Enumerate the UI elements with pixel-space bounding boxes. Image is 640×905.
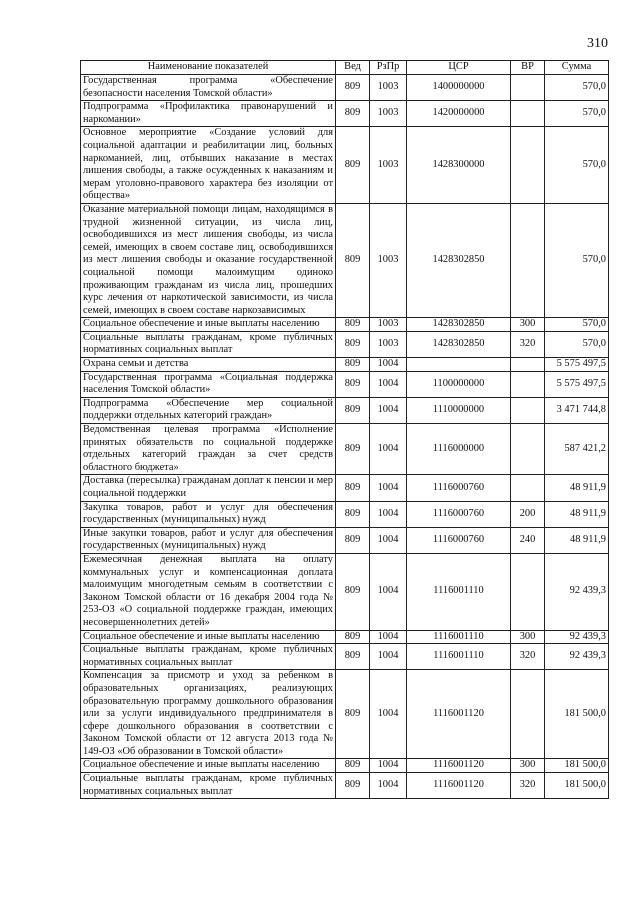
cell-vr bbox=[511, 475, 545, 501]
cell-name: Подпрограмма «Обеспечение мер социальной поддержки отдельных категорий граждан» bbox=[81, 397, 336, 423]
cell-rzpr: 1003 bbox=[370, 75, 407, 101]
cell-ved: 809 bbox=[336, 644, 370, 670]
cell-sum: 570,0 bbox=[545, 101, 609, 127]
cell-sum: 48 911,9 bbox=[545, 501, 609, 527]
cell-ved: 809 bbox=[336, 424, 370, 475]
cell-ved: 809 bbox=[336, 75, 370, 101]
cell-vr: 240 bbox=[511, 527, 545, 553]
cell-rzpr: 1004 bbox=[370, 501, 407, 527]
cell-rzpr: 1004 bbox=[370, 358, 407, 372]
header-sum: Сумма bbox=[545, 61, 609, 75]
cell-csr: 1116001110 bbox=[407, 644, 511, 670]
cell-name: Охрана семьи и детства bbox=[81, 358, 336, 372]
cell-ved: 809 bbox=[336, 331, 370, 357]
cell-name: Подпрограмма «Профилактика правонарушений и наркомании» bbox=[81, 101, 336, 127]
header-rzpr: РзПр bbox=[370, 61, 407, 75]
cell-sum: 570,0 bbox=[545, 75, 609, 101]
page-number: 310 bbox=[587, 36, 608, 51]
cell-csr: 1116000000 bbox=[407, 424, 511, 475]
table-row bbox=[81, 101, 609, 127]
cell-csr: 1116000760 bbox=[407, 475, 511, 501]
cell-csr: 1110000000 bbox=[407, 397, 511, 423]
cell-vr bbox=[511, 397, 545, 423]
table-row bbox=[81, 527, 609, 553]
cell-sum: 5 575 497,5 bbox=[545, 358, 609, 372]
cell-name: Социальные выплаты гражданам, кроме публичных нормативных социальных выплат bbox=[81, 331, 336, 357]
table-row bbox=[81, 670, 609, 759]
cell-rzpr: 1004 bbox=[370, 371, 407, 397]
cell-vr bbox=[511, 553, 545, 630]
cell-vr: 320 bbox=[511, 773, 545, 799]
cell-sum: 570,0 bbox=[545, 318, 609, 332]
cell-vr: 300 bbox=[511, 630, 545, 644]
table-row bbox=[81, 318, 609, 332]
cell-ved: 809 bbox=[336, 203, 370, 317]
table-row bbox=[81, 203, 609, 317]
cell-name: Социальное обеспечение и иные выплаты населению bbox=[81, 630, 336, 644]
cell-vr bbox=[511, 424, 545, 475]
table-row bbox=[81, 553, 609, 630]
table-row bbox=[81, 424, 609, 475]
cell-vr: 320 bbox=[511, 644, 545, 670]
cell-name: Доставка (пересылка) гражданам доплат к пенсии и мер социальной поддержки bbox=[81, 475, 336, 501]
cell-rzpr: 1004 bbox=[370, 630, 407, 644]
table-row bbox=[81, 127, 609, 204]
cell-ved: 809 bbox=[336, 101, 370, 127]
cell-sum: 570,0 bbox=[545, 203, 609, 317]
table-row bbox=[81, 397, 609, 423]
cell-ved: 809 bbox=[336, 527, 370, 553]
cell-name: Социальные выплаты гражданам, кроме публичных нормативных социальных выплат bbox=[81, 773, 336, 799]
cell-sum: 181 500,0 bbox=[545, 670, 609, 759]
table-row bbox=[81, 475, 609, 501]
table-row bbox=[81, 371, 609, 397]
cell-csr bbox=[407, 358, 511, 372]
cell-name: Социальное обеспечение и иные выплаты населению bbox=[81, 318, 336, 332]
cell-name: Социальные выплаты гражданам, кроме публичных нормативных социальных выплат bbox=[81, 644, 336, 670]
cell-sum: 181 500,0 bbox=[545, 773, 609, 799]
cell-rzpr: 1004 bbox=[370, 475, 407, 501]
table-row bbox=[81, 75, 609, 101]
cell-csr: 1428300000 bbox=[407, 127, 511, 204]
cell-vr bbox=[511, 101, 545, 127]
cell-sum: 92 439,3 bbox=[545, 553, 609, 630]
cell-csr: 1116001110 bbox=[407, 630, 511, 644]
cell-vr: 300 bbox=[511, 759, 545, 773]
cell-rzpr: 1003 bbox=[370, 331, 407, 357]
cell-vr: 200 bbox=[511, 501, 545, 527]
cell-rzpr: 1004 bbox=[370, 553, 407, 630]
cell-ved: 809 bbox=[336, 127, 370, 204]
cell-name: Основное мероприятие «Создание условий для социальной адаптации и реабилитации лиц, больных наркоманией, лиц, отбывших наказание в местах лишения свободы, а также осужденных к наказаниям и мерам уголовно-правового характера без изоляции от общества» bbox=[81, 127, 336, 204]
cell-csr: 1116000760 bbox=[407, 501, 511, 527]
cell-rzpr: 1004 bbox=[370, 644, 407, 670]
cell-name: Оказание материальной помощи лицам, находящимся в трудной жизненной ситуации, из числа лиц, освободившихся из мест лишения свободы, из числа семей, имеющих в своем составе лиц, освободившихся из мест лишения свободы и оказание государственной социальной помощи малоимущим одиноко проживающим гражданам из числа лиц, прошедших курс лечения от наркотической зависимости, из числа семей, имеющих в своем составе наркозависимых bbox=[81, 203, 336, 317]
cell-rzpr: 1004 bbox=[370, 397, 407, 423]
cell-name: Ежемесячная денежная выплата на оплату коммунальных услуг и компенсационная доплата малоимущим многодетным семьям в соответствии с Законом Томской области от 16 декабря 2004 года № 253-ОЗ «О социальной поддержке граждан, имеющих несовершеннолетних детей» bbox=[81, 553, 336, 630]
cell-vr bbox=[511, 670, 545, 759]
table-row bbox=[81, 331, 609, 357]
cell-rzpr: 1004 bbox=[370, 670, 407, 759]
cell-sum: 48 911,9 bbox=[545, 475, 609, 501]
cell-name: Ведомственная целевая программа «Исполнение принятых обязательств по социальной поддержке отдельных категорий граждан за счет средств областного бюджета» bbox=[81, 424, 336, 475]
cell-ved: 809 bbox=[336, 501, 370, 527]
cell-vr bbox=[511, 75, 545, 101]
cell-ved: 809 bbox=[336, 759, 370, 773]
cell-ved: 809 bbox=[336, 397, 370, 423]
cell-sum: 92 439,3 bbox=[545, 644, 609, 670]
cell-rzpr: 1003 bbox=[370, 318, 407, 332]
cell-sum: 570,0 bbox=[545, 331, 609, 357]
cell-name: Закупка товаров, работ и услуг для обеспечения государственных (муниципальных) нужд bbox=[81, 501, 336, 527]
table-row bbox=[81, 501, 609, 527]
cell-rzpr: 1003 bbox=[370, 203, 407, 317]
cell-rzpr: 1004 bbox=[370, 424, 407, 475]
table-row bbox=[81, 358, 609, 372]
cell-ved: 809 bbox=[336, 475, 370, 501]
cell-rzpr: 1003 bbox=[370, 101, 407, 127]
cell-sum: 587 421,2 bbox=[545, 424, 609, 475]
table-row bbox=[81, 630, 609, 644]
cell-ved: 809 bbox=[336, 553, 370, 630]
cell-csr: 1400000000 bbox=[407, 75, 511, 101]
cell-csr: 1420000000 bbox=[407, 101, 511, 127]
cell-name: Социальное обеспечение и иные выплаты населению bbox=[81, 759, 336, 773]
cell-vr bbox=[511, 358, 545, 372]
cell-csr: 1116001110 bbox=[407, 553, 511, 630]
table-row bbox=[81, 773, 609, 799]
cell-vr bbox=[511, 371, 545, 397]
cell-ved: 809 bbox=[336, 630, 370, 644]
header-csr: ЦСР bbox=[407, 61, 511, 75]
cell-vr: 300 bbox=[511, 318, 545, 332]
cell-csr: 1116000760 bbox=[407, 527, 511, 553]
cell-csr: 1116001120 bbox=[407, 759, 511, 773]
cell-ved: 809 bbox=[336, 371, 370, 397]
header-vr: ВР bbox=[511, 61, 545, 75]
table-header-row bbox=[81, 61, 609, 75]
cell-ved: 809 bbox=[336, 318, 370, 332]
cell-sum: 181 500,0 bbox=[545, 759, 609, 773]
cell-csr: 1428302850 bbox=[407, 318, 511, 332]
cell-vr bbox=[511, 203, 545, 317]
table-row bbox=[81, 644, 609, 670]
cell-csr: 1116001120 bbox=[407, 670, 511, 759]
cell-name: Государственная программа «Обеспечение безопасности населения Томской области» bbox=[81, 75, 336, 101]
cell-csr: 1428302850 bbox=[407, 331, 511, 357]
budget-table bbox=[80, 60, 609, 799]
cell-rzpr: 1004 bbox=[370, 759, 407, 773]
cell-sum: 48 911,9 bbox=[545, 527, 609, 553]
cell-ved: 809 bbox=[336, 358, 370, 372]
cell-sum: 92 439,3 bbox=[545, 630, 609, 644]
header-ved: Вед bbox=[336, 61, 370, 75]
cell-vr bbox=[511, 127, 545, 204]
header-name: Наименование показателей bbox=[81, 61, 336, 75]
table-row bbox=[81, 759, 609, 773]
cell-rzpr: 1004 bbox=[370, 527, 407, 553]
cell-csr: 1428302850 bbox=[407, 203, 511, 317]
cell-ved: 809 bbox=[336, 773, 370, 799]
cell-rzpr: 1004 bbox=[370, 773, 407, 799]
cell-name: Компенсация за присмотр и уход за ребенком в образовательных организациях, реализующих образовательную программу дошкольного образования или за услуги индивидуального предпринимателя в сфере дошкольного образования в соответствии с Законом Томской области от 12 августа 2013 года № 149-ОЗ «Об образовании в Томской области» bbox=[81, 670, 336, 759]
cell-name: Государственная программа «Социальная поддержка населения Томской области» bbox=[81, 371, 336, 397]
cell-ved: 809 bbox=[336, 670, 370, 759]
cell-sum: 570,0 bbox=[545, 127, 609, 204]
cell-rzpr: 1003 bbox=[370, 127, 407, 204]
cell-csr: 1100000000 bbox=[407, 371, 511, 397]
cell-sum: 3 471 744,8 bbox=[545, 397, 609, 423]
cell-vr: 320 bbox=[511, 331, 545, 357]
cell-sum: 5 575 497,5 bbox=[545, 371, 609, 397]
cell-csr: 1116001120 bbox=[407, 773, 511, 799]
cell-name: Иные закупки товаров, работ и услуг для обеспечения государственных (муниципальных) нужд bbox=[81, 527, 336, 553]
